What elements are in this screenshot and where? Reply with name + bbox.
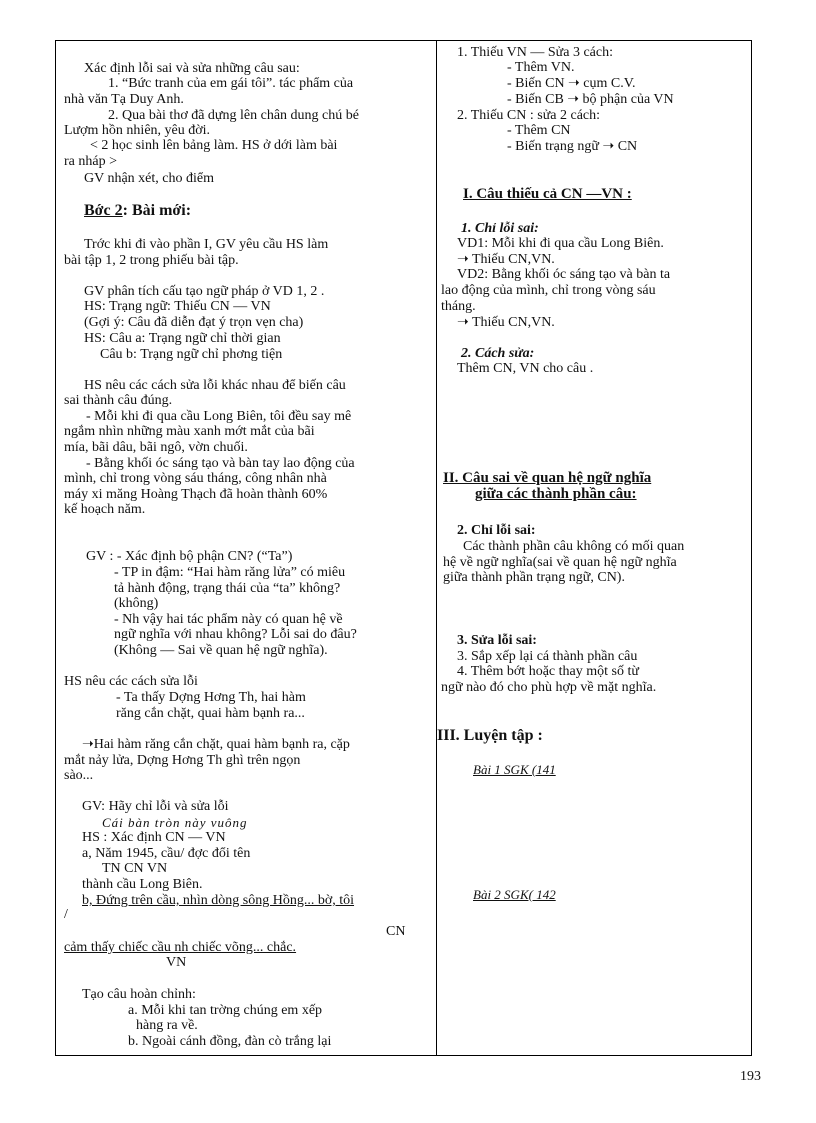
text-line: HS nêu các cách sửa lỗi khác nhau để biến câu [84, 378, 346, 393]
text-line: 1. Thiếu VN — Sửa 3 cách: [457, 45, 613, 60]
text-line: - Biến CN ➝ cụm C.V. [507, 76, 636, 91]
text-line: Các thành phần câu không có mối quan [463, 539, 685, 554]
grammar-label-cn: CN [386, 924, 406, 939]
text-line: mình, chỉ trong vòng sáu tháng, công nhân nhà [64, 471, 327, 486]
text-line: b. Ngoài cánh đồng, đàn cò trắng lại [128, 1034, 332, 1049]
step-label: Bớc 2 [84, 202, 123, 219]
text-line: GV phân tích cấu tạo ngữ pháp ở VD 1, 2 . [84, 284, 325, 299]
text-line: - Mỗi khi đi qua cầu Long Biên, tôi đều say mê [86, 409, 352, 424]
text-line: VD2: Bằng khối óc sáng tạo và bàn ta [457, 267, 671, 282]
text-line: Trớc khi đi vào phần I, GV yêu cầu HS làm [84, 237, 329, 252]
text-line: 3. Sắp xếp lại cá thành phần câu [457, 649, 638, 664]
exercise-2: Bài 2 SGK( 142 [473, 887, 556, 902]
text-line: (Gợi ý: Câu đã diễn đạt ý trọn vẹn cha) [84, 315, 304, 330]
text-line: VD1: Mỗi khi đi qua cầu Long Biên. [457, 236, 664, 251]
exercise-1: Bài 1 SGK (141 [473, 762, 556, 777]
text-line: sào... [64, 768, 94, 783]
text-line: Thêm CN, VN cho câu . [457, 361, 594, 376]
text-line: tả hành động, trạng thái của “ta” không? [114, 581, 341, 596]
text-line: GV: Hãy chỉ lỗi và sửa lỗi [82, 799, 229, 814]
text-line: mắt nảy lửa, Dợng Hơng Th ghì trên ngọn [64, 753, 301, 768]
text-line: 2. Thiếu CN : sửa 2 cách: [457, 108, 601, 123]
text-line: ngữ nghĩa với nhau không? Lỗi sai do đâu? [114, 627, 357, 642]
text-line: nhà văn Tạ Duy Anh. [64, 92, 184, 107]
text-line: - Biến trạng ngữ ➝ CN [507, 139, 638, 154]
text-line: thành cầu Long Biên. [82, 877, 203, 892]
text-line: ➝ Thiếu CN,VN. [457, 252, 555, 267]
subheading: 2. Cách sửa: [461, 346, 535, 361]
text-line: a, Năm 1945, cầu/ đợc đổi tên [82, 846, 251, 861]
section-heading-3: III. Luyện tập : [437, 727, 543, 744]
text-line: ngắm nhìn những màu xanh mớt mắt của bãi [64, 424, 315, 439]
subheading: 3. Sửa lỗi sai: [457, 633, 537, 648]
section-heading-2 [443, 471, 651, 486]
section-heading-2-line1: II. Câu sai về quan hệ ngữ nghĩa [443, 470, 652, 486]
grammar-labels: TN CN VN [102, 861, 168, 876]
text-line: Xác định lỗi sai và sửa những câu sau: [84, 61, 300, 76]
text-line: - Ta thấy Dợng Hơng Th, hai hàm [116, 690, 306, 705]
text-line: Câu b: Trạng ngữ chỉ phơng tiện [100, 347, 283, 362]
text-line: sai thành câu đúng. [64, 393, 173, 408]
text-line: HS: Trạng ngữ: Thiếu CN — VN [84, 299, 271, 314]
text-line: 1. “Bức tranh của em gái tôi”. tác phẩm của [108, 76, 354, 91]
example-sentence: Cái bàn tròn này vuông [102, 815, 248, 830]
text-line: (không) [114, 596, 159, 611]
text-line: máy xi măng Hoàng Thạch đã hoàn thành 60% [64, 487, 328, 502]
text-line: - TP in đậm: “Hai hàm răng lửa” có miêu [114, 565, 346, 580]
text-line: - Bằng khối óc sáng tạo và bàn tay lao động của [86, 456, 355, 471]
text-line: kế hoạch năm. [64, 502, 146, 517]
text-line: 2. Qua bài thơ đã dựng lên chân dung chú bé [108, 108, 359, 123]
text-line: - Thêm CN [507, 123, 571, 138]
text-line: hàng ra về. [136, 1018, 198, 1033]
page-number: 193 [740, 1069, 761, 1084]
lesson-content-column [437, 41, 751, 1055]
step-heading [84, 203, 191, 218]
text-line: cảm thấy chiếc cầu nh chiếc võng... chắc. [64, 940, 297, 955]
text-line: b, Đứng trên cầu, nhìn dòng sông Hồng... bờ, tôi [82, 893, 355, 908]
teacher-student-activities-column [56, 41, 436, 1055]
text-line: HS : Xác định CN — VN [82, 830, 226, 845]
section-heading-1: I. Câu thiếu cả CN —VN : [463, 186, 632, 202]
text-line: tháng. [441, 299, 476, 314]
text-line: Tạo câu hoàn chỉnh: [82, 987, 196, 1002]
text-line: răng cắn chặt, quai hàm bạnh ra... [116, 706, 305, 721]
section-heading-2-line2: giữa các thành phần câu: [475, 486, 637, 502]
text-line: - Nh vậy hai tác phẩm này có quan hệ về [114, 612, 343, 627]
text-line: ➝Hai hàm răng cắn chặt, quai hàm bạnh ra, cặp [82, 737, 350, 752]
text-line: ➝ Thiếu CN,VN. [457, 315, 555, 330]
text-line: GV nhận xét, cho điểm [84, 171, 214, 186]
grammar-label-vn: VN [166, 955, 187, 970]
text-line: GV : - Xác định bộ phận CN? (“Ta”) [86, 549, 293, 564]
text-line: - Thêm VN. [507, 60, 575, 75]
step-title: : Bài mới: [122, 202, 192, 219]
text-line: ra nháp > [64, 154, 117, 169]
text-line: ngữ nào đó cho phù hợp về mặt nghĩa. [441, 680, 657, 695]
lesson-table [55, 40, 752, 1056]
text-line: giữa thành phần trạng ngữ, CN). [443, 570, 625, 585]
text-line: Lượm hồn nhiên, yêu đời. [64, 123, 211, 138]
subheading: 2. Chỉ lỗi sai: [457, 523, 536, 538]
text-line: bài tập 1, 2 trong phiếu bài tập. [64, 253, 239, 268]
text-line: lao động của mình, chỉ trong vòng sáu [441, 283, 656, 298]
subheading: 1. Chỉ lỗi sai: [461, 221, 539, 236]
text-line: mía, bãi dâu, bãi ngô, vờn chuối. [64, 440, 248, 455]
text-line: a. Mỗi khi tan trờng chúng em xếp [128, 1003, 323, 1018]
text-line: / [64, 907, 68, 922]
text-line: HS nêu các cách sửa lỗi [64, 674, 198, 689]
text-line: < 2 học sinh lên bảng làm. HS ở dới làm bài [90, 138, 338, 153]
text-line: (Không — Sai về quan hệ ngữ nghĩa). [114, 643, 328, 658]
text-line: 4. Thêm bớt hoặc thay một số từ [457, 664, 639, 679]
text-line: hệ về ngữ nghĩa(sai về quan hệ ngữ nghĩa [443, 555, 677, 570]
text-line: HS: Câu a: Trạng ngữ chỉ thời gian [84, 331, 281, 346]
text-line: - Biến CB ➝ bộ phận của VN [507, 92, 674, 107]
